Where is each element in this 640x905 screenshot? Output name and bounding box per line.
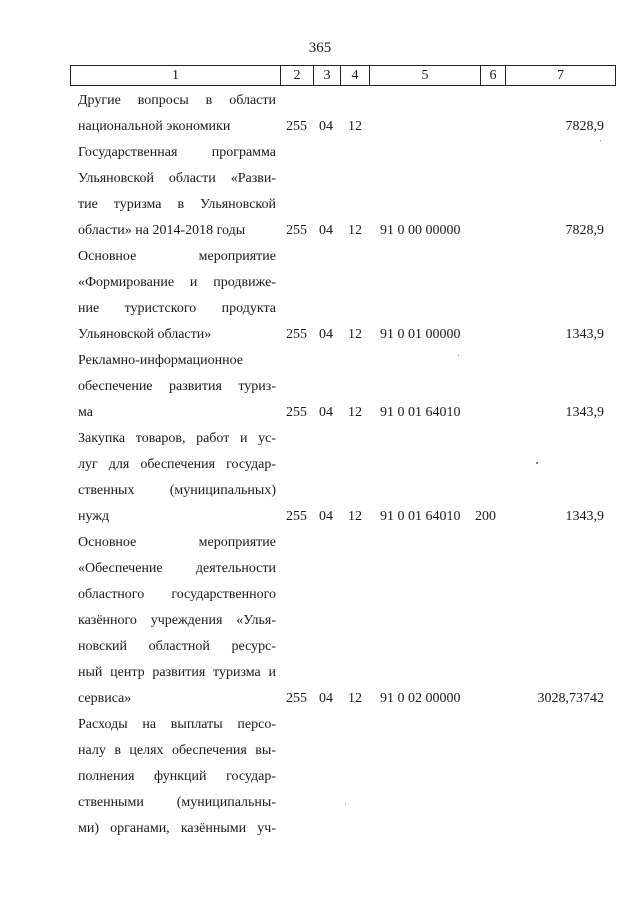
description-line: новский областной ресурс-: [78, 639, 276, 654]
admin-code-cell: 255: [286, 223, 307, 238]
scan-speck: [458, 355, 459, 356]
description-line: луг для обеспечения государ-: [78, 457, 276, 472]
column-number-7: 7: [505, 66, 615, 85]
section-code-cell: 04: [319, 119, 333, 134]
section-code-cell: 04: [319, 223, 333, 238]
description-line: казённого учреждения «Улья-: [78, 613, 276, 628]
subsection-code-cell: 12: [348, 223, 362, 238]
description-line: ма: [78, 405, 93, 420]
subsection-code-cell: 12: [348, 405, 362, 420]
description-line: нужд: [78, 509, 110, 524]
description-line: Рекламно-информационное: [78, 353, 244, 368]
description-line: Другие вопросы в области: [78, 93, 276, 108]
description-line: «Формирование и продвиже-: [78, 275, 276, 290]
table-row: [78, 530, 276, 712]
subsection-code-cell: 12: [348, 691, 362, 706]
admin-code-cell: 255: [286, 327, 307, 342]
column-number-6: 6: [480, 66, 505, 85]
amount-cell: 7828,9: [565, 223, 604, 238]
table-row: [78, 244, 276, 348]
scan-speck: [345, 803, 346, 804]
expense-type-cell: 200: [475, 509, 496, 524]
target-article-cell: 91 0 02 00000: [380, 691, 461, 706]
description-line: сервиса»: [78, 691, 132, 706]
table-row: [78, 426, 276, 530]
target-article-cell: 91 0 01 00000: [380, 327, 461, 342]
description-line: ный центр развития туризма и: [78, 665, 276, 680]
description-line: Расходы на выплаты персо-: [78, 717, 276, 732]
description-line: ние туристского продукта: [78, 301, 276, 316]
subsection-code-cell: 12: [348, 327, 362, 342]
column-number-2: 2: [280, 66, 313, 85]
section-code-cell: 04: [319, 327, 333, 342]
description-line: «Обеспечение деятельности: [78, 561, 276, 576]
table-row: [78, 88, 276, 140]
description-line: Ульяновской области»: [78, 327, 212, 342]
row-description: [78, 348, 276, 426]
description-line: области» на 2014-2018 годы: [78, 223, 246, 238]
amount-cell: 7828,9: [565, 119, 604, 134]
description-line: ственными (муниципальны-: [78, 795, 276, 810]
description-line: налу в целях обеспечения вы-: [78, 743, 276, 758]
description-line: Государственная программа: [78, 145, 276, 160]
description-line: ми) органами, казёнными уч-: [78, 821, 276, 836]
section-code-cell: 04: [319, 509, 333, 524]
description-line: Закупка товаров, работ и ус-: [78, 431, 276, 446]
description-line: тие туризма в Ульяновской: [78, 197, 276, 212]
row-description: [78, 530, 276, 712]
column-number-1: 1: [172, 68, 179, 83]
scan-speck: [536, 462, 538, 464]
description-line: Основное мероприятие: [78, 249, 276, 264]
column-number-5: 5: [369, 66, 480, 85]
table-row: [78, 140, 276, 244]
description-line: областного государственного: [78, 587, 276, 602]
row-description: [78, 88, 276, 140]
admin-code-cell: 255: [286, 691, 307, 706]
amount-cell: 1343,9: [565, 327, 604, 342]
admin-code-cell: 255: [286, 509, 307, 524]
description-line: обеспечение развития туриз-: [78, 379, 276, 394]
subsection-code-cell: 12: [348, 119, 362, 134]
row-description: [78, 140, 276, 244]
table-column-number-header: [70, 65, 616, 86]
description-line: полнения функций государ-: [78, 769, 276, 784]
admin-code-cell: 255: [286, 119, 307, 134]
amount-cell: 1343,9: [565, 405, 604, 420]
row-description: [78, 712, 276, 842]
table-row: [78, 348, 276, 426]
target-article-cell: 91 0 01 64010: [380, 405, 461, 420]
amount-cell: 3028,73742: [537, 691, 604, 706]
table-row: [78, 712, 276, 842]
section-code-cell: 04: [319, 691, 333, 706]
page-number: 365: [308, 40, 332, 56]
scan-speck: [600, 140, 601, 141]
description-line: национальной экономики: [78, 119, 231, 134]
admin-code-cell: 255: [286, 405, 307, 420]
amount-cell: 1343,9: [565, 509, 604, 524]
row-description: [78, 426, 276, 530]
row-description: [78, 244, 276, 348]
section-code-cell: 04: [319, 405, 333, 420]
subsection-code-cell: 12: [348, 509, 362, 524]
target-article-cell: 91 0 00 00000: [380, 223, 461, 238]
description-line: Ульяновской области «Разви-: [78, 171, 276, 186]
description-line: Основное мероприятие: [78, 535, 276, 550]
column-number-3: 3: [313, 66, 340, 85]
column-number-4: 4: [340, 66, 369, 85]
description-line: ственных (муниципальных): [78, 483, 276, 498]
target-article-cell: 91 0 01 64010: [380, 509, 461, 524]
